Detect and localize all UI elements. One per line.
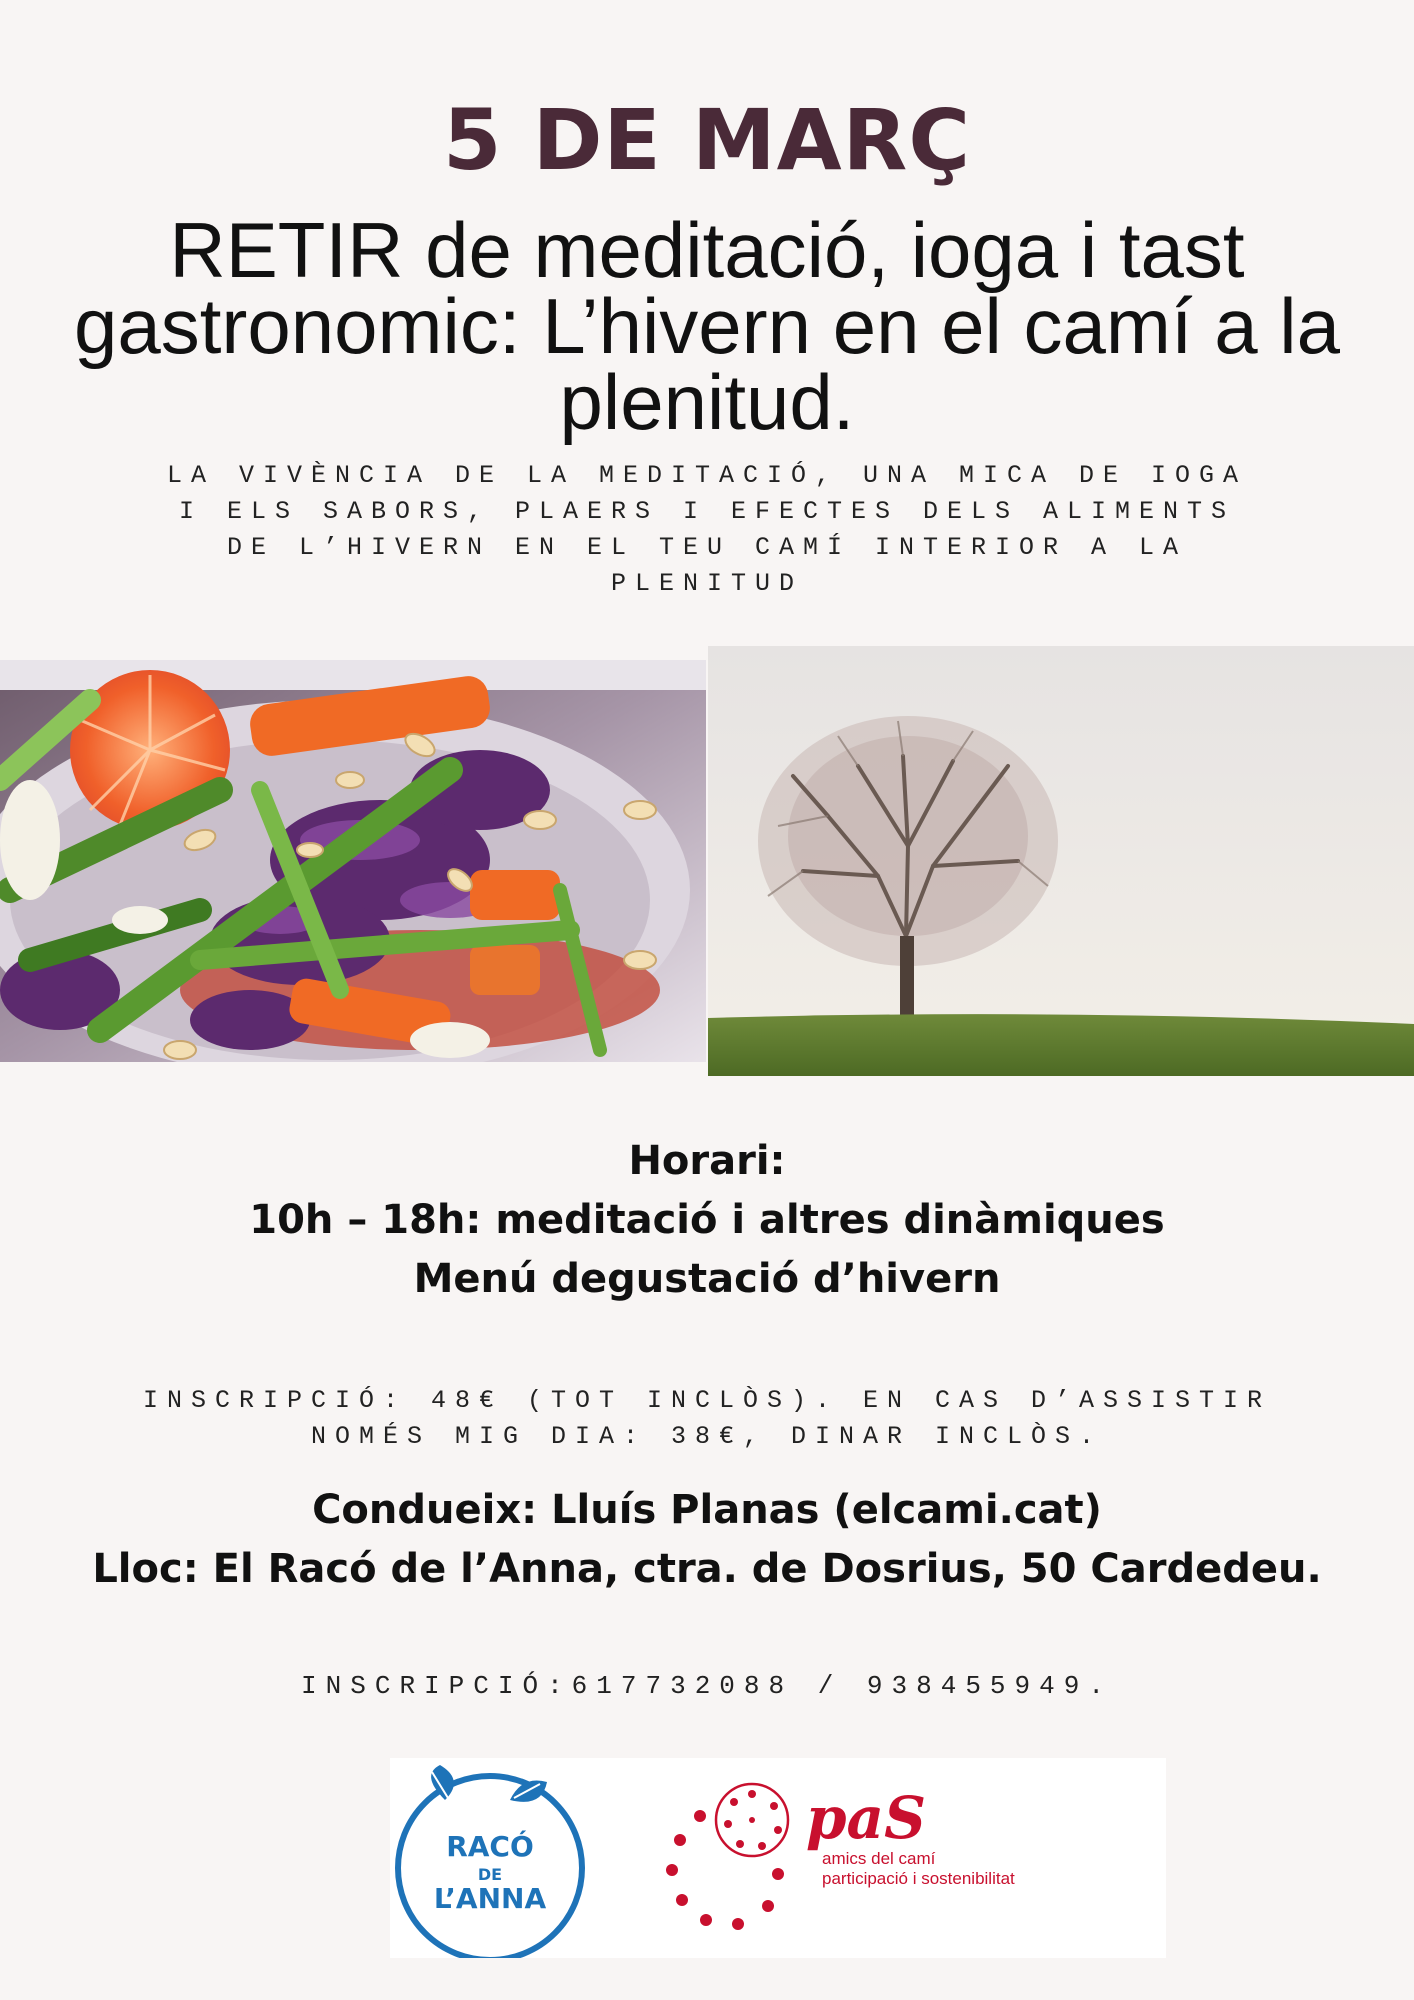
event-date: 5 DE MARÇ	[443, 91, 971, 189]
logos-graphic	[390, 1758, 1166, 1958]
registration-phone: INSCRIPCIÓ:617732088 / 938455949.	[301, 1671, 1113, 1701]
schedule-line-2: Menú degustació d’hivern	[413, 1256, 1001, 1302]
pas-logo	[666, 1784, 1015, 1930]
guide-line: Condueix: Lluís Planas (elcami.cat)	[312, 1487, 1102, 1533]
pas-logo-tagline-2: participació i sostenibilitat	[822, 1869, 1015, 1888]
pas-logo-name: paS	[806, 1784, 927, 1852]
event-subtitle: LA VIVÈNCIA DE LA MEDITACIÓ, UNA MICA DE IOGA I ELS SABORS, PLAERS I EFECTES DELS ALIMENTS DE L’HIVERN EN EL TEU CAMÍ INTERIOR A LA PLENITUD	[166, 461, 1248, 598]
schedule-block	[0, 1132, 1414, 1309]
schedule-title: Horari:	[628, 1138, 786, 1184]
registration-fee: INSCRIPCIÓ: 48€ (TOT INCLÒS). EN CAS D’ASSISTIR NOMÉS MIG DIA: 38€, DINAR INCLÒS.	[142, 1386, 1272, 1451]
raco-logo-line3: L’ANNA	[433, 1882, 547, 1915]
schedule-line-1: 10h – 18h: meditació i altres dinàmiques	[249, 1197, 1165, 1243]
raco-logo-line2: DE	[477, 1865, 503, 1884]
pas-logo-tagline-1: amics del camí	[822, 1849, 936, 1868]
sponsor-logos	[390, 1758, 1166, 1958]
raco-anna-logo	[398, 1765, 582, 1958]
food-photo	[0, 660, 706, 1062]
event-headline: RETIR de meditació, ioga i tast gastronomic: L’hivern en el camí a la plenitud.	[74, 206, 1340, 446]
place-line: Lloc: El Racó de l’Anna, ctra. de Dosrius, 50 Cardedeu.	[92, 1546, 1322, 1592]
raco-logo-line1: RACÓ	[446, 1830, 534, 1863]
event-info	[0, 1481, 1414, 1599]
tree-photo	[708, 646, 1414, 1076]
